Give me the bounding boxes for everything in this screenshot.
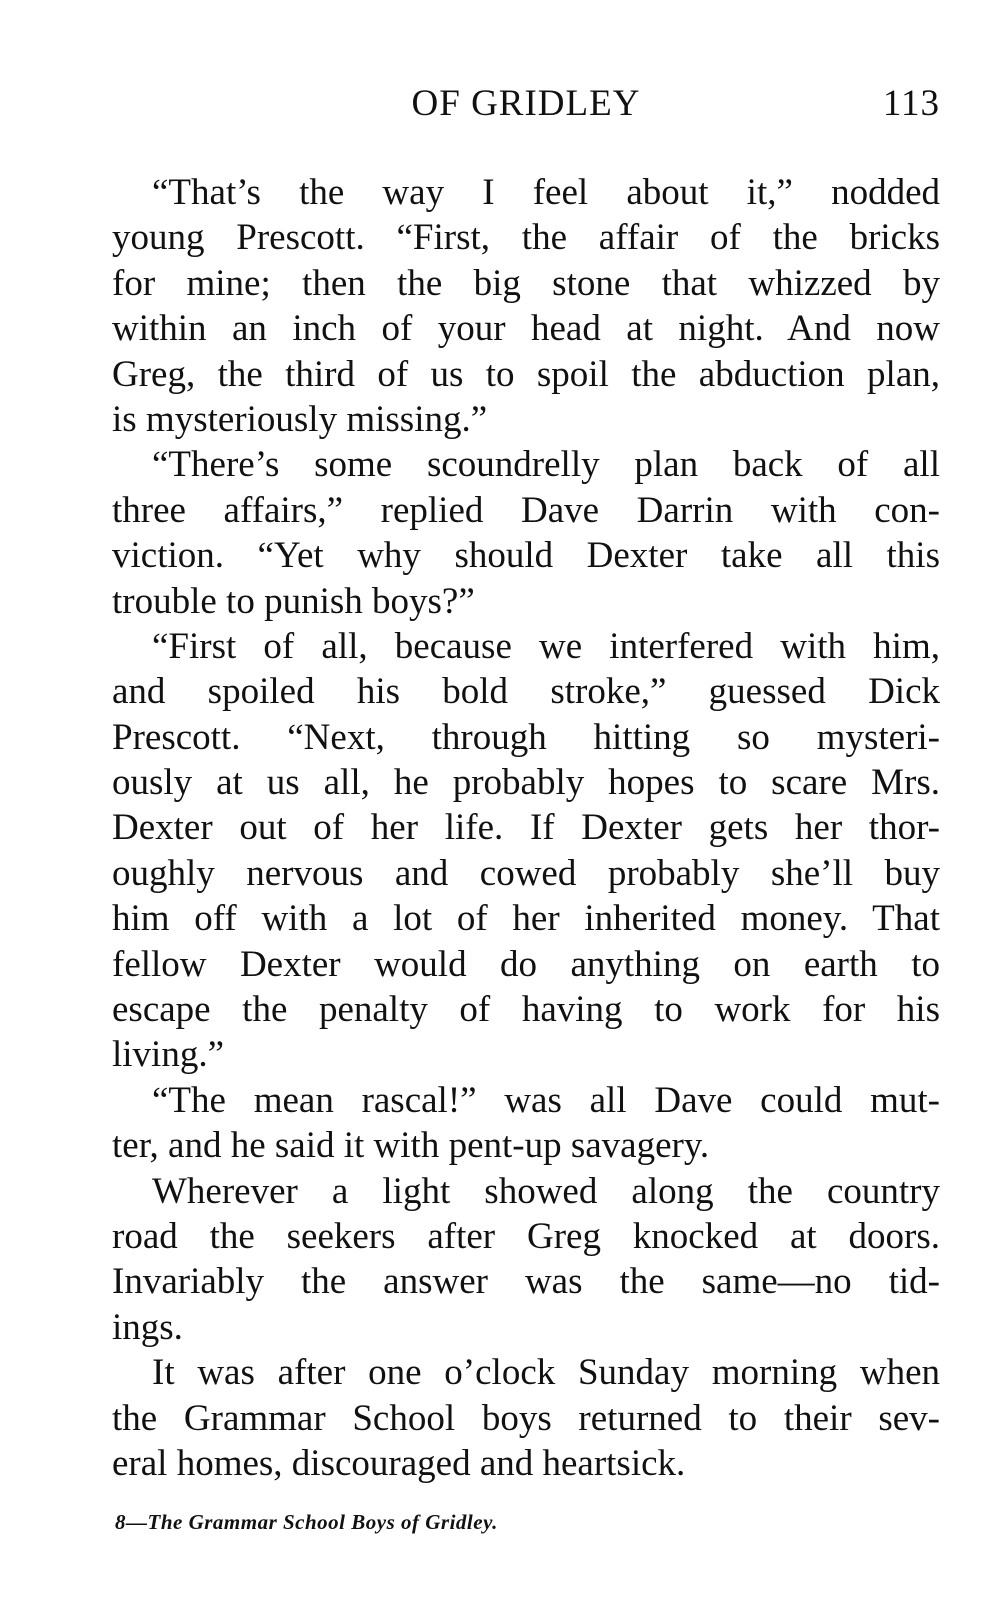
text-line: ter, and he said it with pent-up savagery. [112,1125,710,1167]
text-line: “There’s some scoundrelly plan back of all [152,444,940,486]
text-line: Invariably the answer was the same—no tid- [112,1261,940,1303]
text-line: oughly nervous and cowed probably she’ll buy [112,852,940,894]
text-line: three affairs,” replied Dave Darrin with con- [112,489,940,531]
page-number: 113 [882,83,940,124]
text-line: the Grammar School boys returned to their sev- [112,1397,940,1439]
text-line: Prescott. “Next, through hitting so mysteri- [112,716,940,758]
text-line: Greg, the third of us to spoil the abduction plan, [112,353,940,395]
text-line: living.” [112,1034,225,1076]
running-title: OF GRIDLEY [411,83,641,124]
text-line: Dexter out of her life. If Dexter gets her thor- [112,807,940,849]
text-line: trouble to punish boys?” [112,580,475,622]
running-head [112,82,940,130]
text-line: him off with a lot of her inherited money. That [112,898,940,940]
text-line: road the seekers after Greg knocked at doors. [112,1215,940,1257]
text-line: is mysteriously missing.” [112,398,488,440]
body-text [112,170,940,1486]
text-line: eral homes, discouraged and heartsick. [112,1442,686,1484]
text-line: and spoiled his bold stroke,” guessed Dick [112,671,940,713]
text-line: fellow Dexter would do anything on earth to [112,943,940,985]
text-line: It was after one o’clock Sunday morning when [152,1352,940,1394]
text-line: for mine; then the big stone that whizzed by [112,262,940,304]
signature-mark: 8—The Grammar School Boys of Gridley. [115,1510,498,1534]
text-line: Wherever a light showed along the country [152,1170,940,1212]
text-line: escape the penalty of having to work for his [112,989,940,1031]
text-line: within an inch of your head at night. And now [112,308,940,350]
text-line: ings. [112,1306,183,1348]
text-line: “The mean rascal!” was all Dave could mut- [152,1079,940,1121]
text-line: young Prescott. “First, the affair of the bricks [112,217,940,259]
text-line: “First of all, because we interfered with him, [152,625,940,667]
text-line: viction. “Yet why should Dexter take all this [112,535,940,577]
text-line: “That’s the way I feel about it,” nodded [152,172,940,213]
text-line: ously at us all, he probably hopes to scare Mrs. [112,762,940,804]
